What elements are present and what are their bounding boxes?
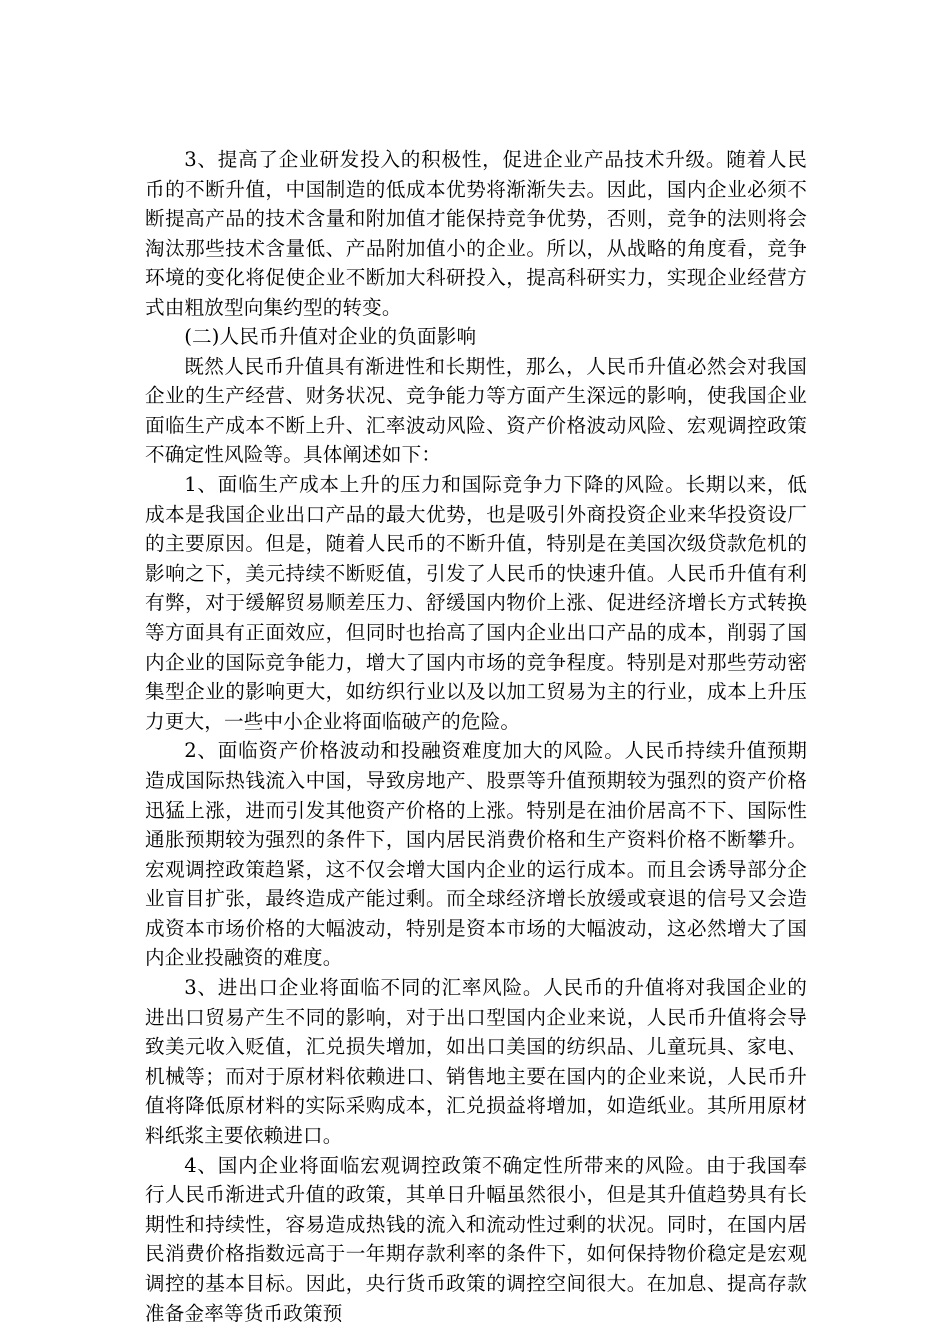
paragraph-exchange-rate-risk: 3、进出口企业将面临不同的汇率风险。人民币的升值将对我国企业的进出口贸易产生不同的影响，对于出口型国内企业来说，人民币升值将会导致美元收入贬值，汇兑损失增加，如出口美国的纺织品、儿童玩具、家电、机械等；而对于原材料依赖进口、销售地主要在国内的企业来说，人民币升值将降低原材料的实际采购成本，汇兑损益将增加，如造纸业。其所用原材料纸浆主要依赖进口。 [145,976,807,1148]
negative-impact-section [145,322,807,1328]
paragraph-cost-risk: 1、面临生产成本上升的压力和国际竞争力下降的风险。长期以来，低成本是我国企业出口产品的最大优势，也是吸引外商投资企业来华投资设厂的主要原因。但是，随着人民币的不断升值，特别是在美国次级贷款危机的影响之下，美元持续不断贬值，引发了人民币的快速升值。人民币升值有利有弊，对于缓解贸易顺差压力、舒缓国内物价上涨、促进经济增长方式转换等方面具有正面效应，但同时也抬高了国内企业出口产品的成本，削弱了国内企业的国际竞争能力，增大了国内市场的竞争程度。特别是对那些劳动密集型企业的影响更大，如纺织行业以及以加工贸易为主的行业，成本上升压力更大，一些中小企业将面临破产的危险。 [145,472,807,733]
paragraph-overview: 既然人民币升值具有渐进性和长期性，那么，人民币升值必然会对我国企业的生产经营、财务状况、竞争能力等方面产生深远的影响，使我国企业面临生产成本不断上升、汇率波动风险、资产价格波动风险、宏观调控政策不确定性风险等。具体阐述如下： [145,354,807,467]
paragraph-tech-upgrade: 3、提高了企业研发投入的积极性，促进企业产品技术升级。随着人民币的不断升值，中国制造的低成本优势将渐渐失去。因此，国内企业必须不断提高产品的技术含量和附加值才能保持竞争优势，否则，竞争的法则将会淘汰那些技术含量低、产品附加值小的企业。所以，从战略的角度看，竞争环境的变化将促使企业不断加大科研投入，提高科研实力，实现企业经营方式由粗放型向集约型的转变。 [145,148,807,319]
paragraph-policy-risk: 4、国内企业将面临宏观调控政策不确定性所带来的风险。由于我国奉行人民币渐进式升值的政策，其单日升幅虽然很小，但是其升值趋势具有长期性和持续性，容易造成热钱的流入和流动性过剩的状况。同时，在国内居民消费价格指数远高于一年期存款利率的条件下，如何保持物价稳定是宏观调控的基本目标。因此，央行货币政策的调控空间很大。在加息、提高存款准备金率等货币政策预 [145,1153,807,1325]
paragraph-asset-price-risk: 2、面临资产价格波动和投融资难度加大的风险。人民币持续升值预期造成国际热钱流入中国，导致房地产、股票等升值预期较为强烈的资产价格迅猛上涨，进而引发其他资产价格的上涨。特别是在油价居高不下、国际性通胀预期较为强烈的条件下，国内居民消费价格和生产资料价格不断攀升。宏观调控政策趋紧，这不仅会增大国内企业的运行成本。而且会诱导部分企业盲目扩张，最终造成产能过剩。而全球经济增长放缓或衰退的信号又会造成资本市场价格的大幅波动，特别是资本市场的大幅波动，这必然增大了国内企业投融资的难度。 [145,739,807,970]
section-heading: (二)人民币升值对企业的负面影响 [184,325,477,348]
intro-section [145,145,807,323]
